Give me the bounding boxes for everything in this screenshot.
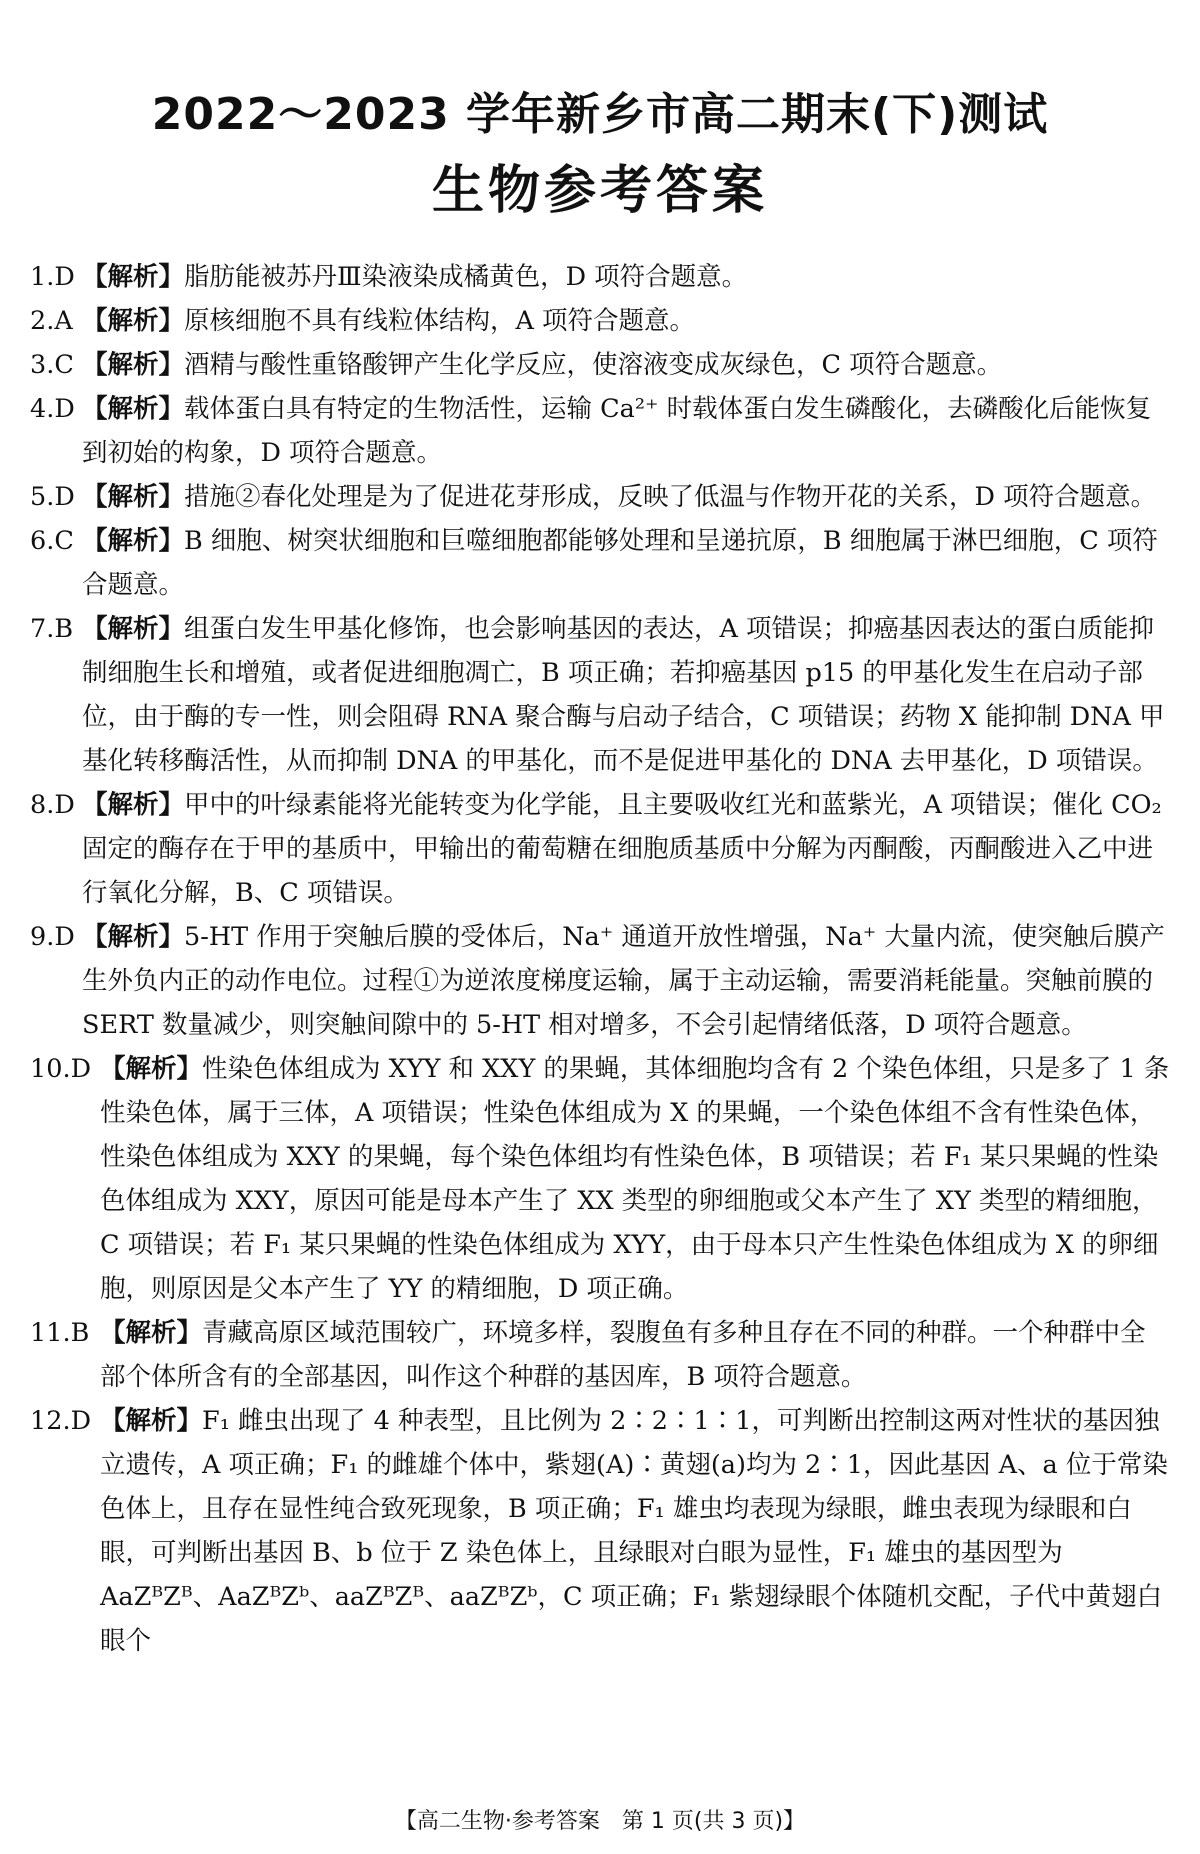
answer-item-8 bbox=[30, 783, 1170, 915]
answer-item-1 bbox=[30, 255, 1170, 299]
item-explanation: 组蛋白发生甲基化修饰，也会影响基因的表达，A 项错误；抑癌基因表达的蛋白质能抑制细胞生长和增殖，或者促进细胞凋亡，B 项正确；若抑癌基因 p15 的甲基化发生在启动子部位，由于酶的专一性，则会阻碍 RNA 聚合酶与启动子结合，C 项错误；药物 X 能抑制 DNA 甲基化转移酶活性，从而抑制 DNA 的甲基化，而不是促进甲基化的 DNA 去甲基化，D 项错误。 bbox=[82, 614, 1165, 776]
item-number: 10. bbox=[30, 1054, 71, 1084]
analysis-tag: 【解析】 bbox=[100, 1406, 203, 1436]
item-number: 1. bbox=[30, 262, 55, 292]
analysis-tag: 【解析】 bbox=[82, 394, 185, 424]
page-subtitle: 生物参考答案 bbox=[431, 161, 768, 221]
item-explanation: 性染色体组成为 XYY 和 XXY 的果蝇，其体细胞均含有 2 个染色体组，只是多了 1 条性染色体，属于三体，A 项错误；性染色体组成为 X 的果蝇，一个染色体组不含有性染色体，性染色体组成为 XXY 的果蝇，每个染色体组均有性染色体，B 项错误；若 F₁ 某只果蝇的性染色体组成为 XXY，原因可能是母本产生了 XX 类型的卵细胞或父本产生了 XY 类型的精细胞，C 项错误；若 F₁ 某只果蝇的性染色体组成为 XYY，由于母本只产生性染色体组成为 X 的卵细胞，则原因是父本产生了 YY 的精细胞，D 项正确。 bbox=[100, 1054, 1170, 1304]
item-explanation: F₁ 雌虫出现了 4 种表型，且比例为 2∶2∶1∶1，可判断出控制这两对性状的基因独立遗传，A 项正确；F₁ 的雌雄个体中，紫翅(A)∶黄翅(a)均为 2∶1，因此基因 A、a 位于常染色体上，且存在显性纯合致死现象，B 项正确；F₁ 雄虫均表现为绿眼，雌虫表现为绿眼和白眼，可判断出基因 B、b 位于 Z 染色体上，且绿眼对白眼为显性，F₁ 雄虫的基因型为 AaZᴮZᴮ、AaZᴮZᵇ、aaZᴮZᴮ、aaZᴮZᵇ，C 项正确；F₁ 紫翅绿眼个体随机交配，子代中黄翅白眼个 bbox=[100, 1406, 1168, 1656]
analysis-tag: 【解析】 bbox=[100, 1054, 203, 1084]
analysis-tag: 【解析】 bbox=[82, 482, 185, 512]
item-answer: C bbox=[54, 350, 74, 380]
item-number: 7. bbox=[30, 614, 55, 644]
item-number: 4. bbox=[30, 394, 55, 424]
item-explanation: 5-HT 作用于突触后膜的受体后，Na⁺ 通道开放性增强，Na⁺ 大量内流，使突触后膜产生外负内正的动作电位。过程①为逆浓度梯度运输，属于主动运输，需要消耗能量。突触前膜的 SERT 数量减少，则突触间隙中的 5-HT 相对增多，不会引起情绪低落，D 项符合题意。 bbox=[82, 922, 1165, 1040]
item-explanation: 脂肪能被苏丹Ⅲ染液染成橘黄色，D 项符合题意。 bbox=[184, 262, 748, 292]
item-answer: D bbox=[54, 482, 75, 512]
page-footer: 【高二生物·参考答案 第 1 页(共 3 页)】 bbox=[394, 1809, 806, 1834]
answer-item-4 bbox=[30, 387, 1170, 475]
analysis-tag: 【解析】 bbox=[82, 614, 185, 644]
answer-item-10 bbox=[30, 1047, 1170, 1311]
item-number: 11. bbox=[30, 1318, 71, 1348]
analysis-tag: 【解析】 bbox=[82, 350, 185, 380]
answer-item-5 bbox=[30, 475, 1170, 519]
answer-item-11 bbox=[30, 1311, 1170, 1399]
answer-item-9 bbox=[30, 915, 1170, 1047]
item-number: 2. bbox=[30, 306, 55, 336]
analysis-tag: 【解析】 bbox=[82, 790, 185, 820]
item-answer: A bbox=[54, 306, 73, 336]
answer-list bbox=[30, 255, 1170, 1663]
answer-item-7 bbox=[30, 607, 1170, 783]
page-title: 2022～2023 学年新乡市高二期末(下)测试 bbox=[151, 89, 1049, 140]
item-answer: D bbox=[70, 1406, 92, 1436]
item-answer: B bbox=[70, 1318, 90, 1348]
item-explanation: 原核细胞不具有线粒体结构，A 项符合题意。 bbox=[184, 306, 696, 336]
item-explanation: 载体蛋白具有特定的生物活性，运输 Ca²⁺ 时载体蛋白发生磷酸化，去磷酸化后能恢复到初始的构象，D 项符合题意。 bbox=[82, 394, 1152, 468]
item-explanation: B 细胞、树突状细胞和巨噬细胞都能够处理和呈递抗原，B 细胞属于淋巴细胞，C 项符合题意。 bbox=[82, 526, 1158, 600]
item-explanation: 甲中的叶绿素能将光能转变为化学能，且主要吸收红光和蓝紫光，A 项错误；催化 CO₂ 固定的酶存在于甲的基质中，甲输出的葡萄糖在细胞质基质中分解为丙酮酸，丙酮酸进入乙中进行氧化分解，B、C 项错误。 bbox=[82, 790, 1162, 908]
item-number: 12. bbox=[30, 1406, 71, 1436]
item-explanation: 青藏高原区域范围较广，环境多样，裂腹鱼有多种且存在不同的种群。一个种群中全部个体所含有的全部基因，叫作这个种群的基因库，B 项符合题意。 bbox=[100, 1318, 1146, 1392]
answer-item-12 bbox=[30, 1399, 1170, 1663]
answer-item-6 bbox=[30, 519, 1170, 607]
item-number: 9. bbox=[30, 922, 55, 952]
item-answer: D bbox=[54, 394, 75, 424]
analysis-tag: 【解析】 bbox=[82, 526, 185, 556]
item-number: 5. bbox=[30, 482, 55, 512]
analysis-tag: 【解析】 bbox=[100, 1318, 203, 1348]
analysis-tag: 【解析】 bbox=[82, 306, 185, 336]
item-answer: D bbox=[70, 1054, 92, 1084]
item-explanation: 酒精与酸性重铬酸钾产生化学反应，使溶液变成灰绿色，C 项符合题意。 bbox=[184, 350, 1003, 380]
item-answer: D bbox=[54, 790, 75, 820]
answer-item-2 bbox=[30, 299, 1170, 343]
item-answer: D bbox=[54, 922, 75, 952]
item-number: 6. bbox=[30, 526, 55, 556]
analysis-tag: 【解析】 bbox=[82, 922, 185, 952]
item-answer: B bbox=[54, 614, 74, 644]
answer-item-3 bbox=[30, 343, 1170, 387]
item-explanation: 措施②春化处理是为了促进花芽形成，反映了低温与作物开花的关系，D 项符合题意。 bbox=[184, 482, 1157, 512]
item-number: 3. bbox=[30, 350, 55, 380]
item-answer: D bbox=[54, 262, 75, 292]
analysis-tag: 【解析】 bbox=[82, 262, 185, 292]
item-number: 8. bbox=[30, 790, 55, 820]
item-answer: C bbox=[54, 526, 74, 556]
